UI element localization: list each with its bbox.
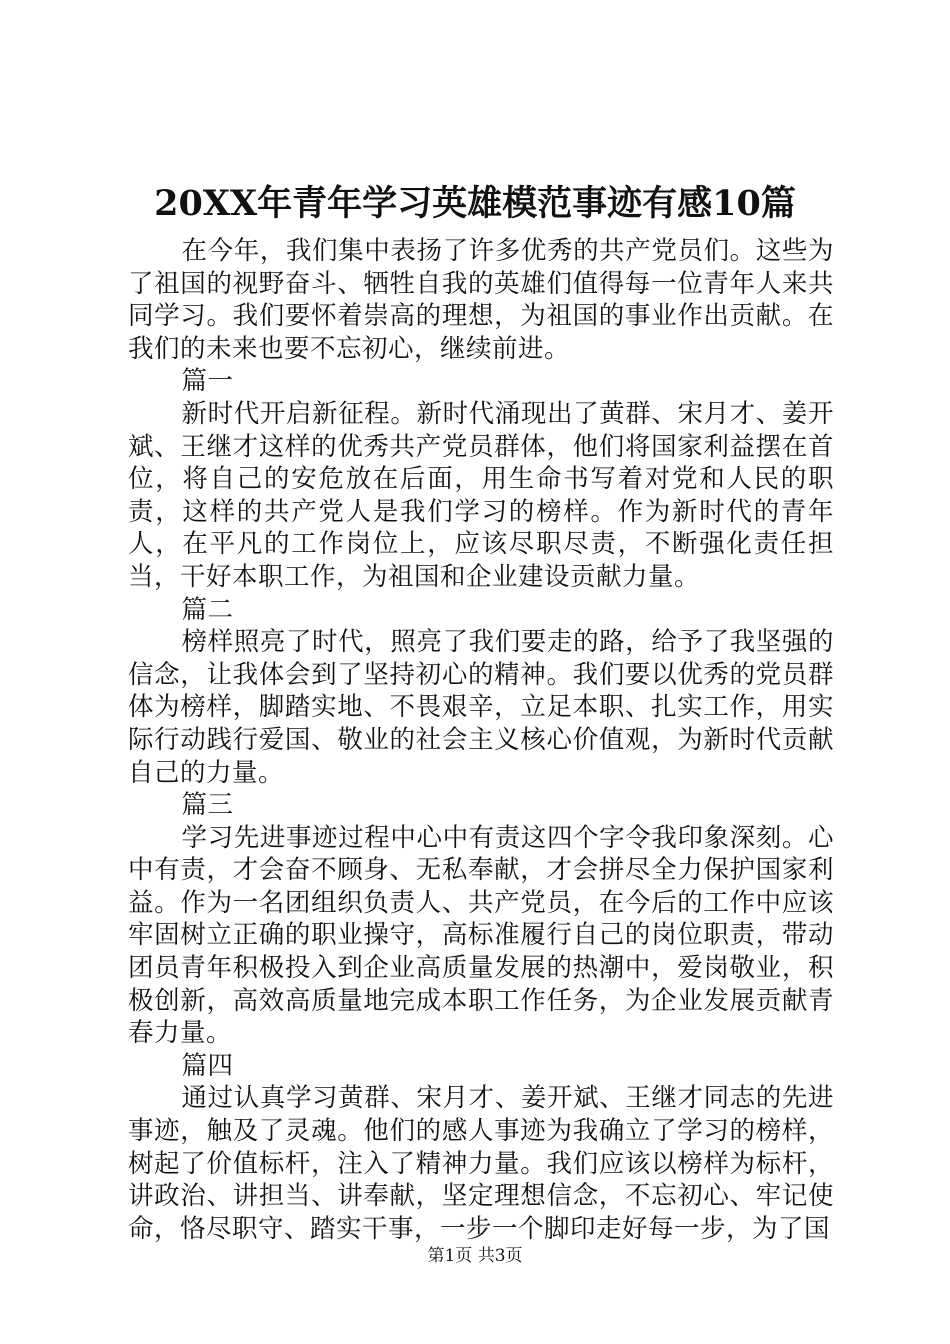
intro-paragraph: 在今年，我们集中表扬了许多优秀的共产党员们。这些为了祖国的视野奋斗、牺牲自我的英雄们值得每一位青年人来共同学习。我们要怀着崇高的理想，为祖国的事业作出贡献。在我们的未来也要不忘初心，继续前进。 (128, 236, 834, 364)
section-paragraph-2: 榜样照亮了时代，照亮了我们要走的路，给予了我坚强的信念，让我体会到了坚持初心的精神。我们要以优秀的党员群体为榜样，脚踏实地、不畏艰辛，立足本职、扎实工作，用实际行动践行爱国、敬业的社会主义核心价值观，为新时代贡献自己的力量。 (128, 627, 834, 788)
section-heading-1: 篇一 (181, 366, 234, 397)
section-heading-4: 篇四 (181, 1050, 234, 1081)
section-paragraph-4: 通过认真学习黄群、宋月才、姜开斌、王继才同志的先进事迹，触及了灵魂。他们的感人事迹为我确立了学习的榜样，树起了价值标杆，注入了精神力量。我们应该以榜样为标杆，讲政治、讲担当、讲奉献，坚定理想信念，不忘初心、牢记使命，恪尽职守、踏实干事，一步一个脚印走好每一步，为了国 (128, 1083, 834, 1244)
document-title: 20XX年青年学习英雄模范事迹有感10篇 (154, 183, 796, 224)
document-body (128, 235, 834, 1245)
page-footer: 第1页 共3页 (427, 1246, 523, 1266)
section-paragraph-1: 新时代开启新征程。新时代涌现出了黄群、宋月才、姜开斌、王继才这样的优秀共产党员群体，他们将国家利益摆在首位，将自己的安危放在后面，用生命书写着对党和人民的职责，这样的共产党人是我们学习的榜样。作为新时代的青年人，在平凡的工作岗位上，应该尽职尽责，不断强化责任担当，干好本职工作，为祖国和企业建设贡献力量。 (128, 398, 834, 592)
section-heading-3: 篇三 (181, 790, 234, 821)
section-paragraph-3: 学习先进事迹过程中心中有责这四个字令我印象深刻。心中有责，才会奋不顾身、无私奉献，才会拼尽全力保护国家利益。作为一名团组织负责人、共产党员，在今后的工作中应该牢固树立正确的职业操守，高标准履行自己的岗位职责，带动团员青年积极投入到企业高质量发展的热潮中，爱岗敬业，积极创新，高效高质量地完成本职工作任务，为企业发展贡献青春力量。 (128, 822, 834, 1049)
section-heading-2: 篇二 (181, 594, 234, 625)
